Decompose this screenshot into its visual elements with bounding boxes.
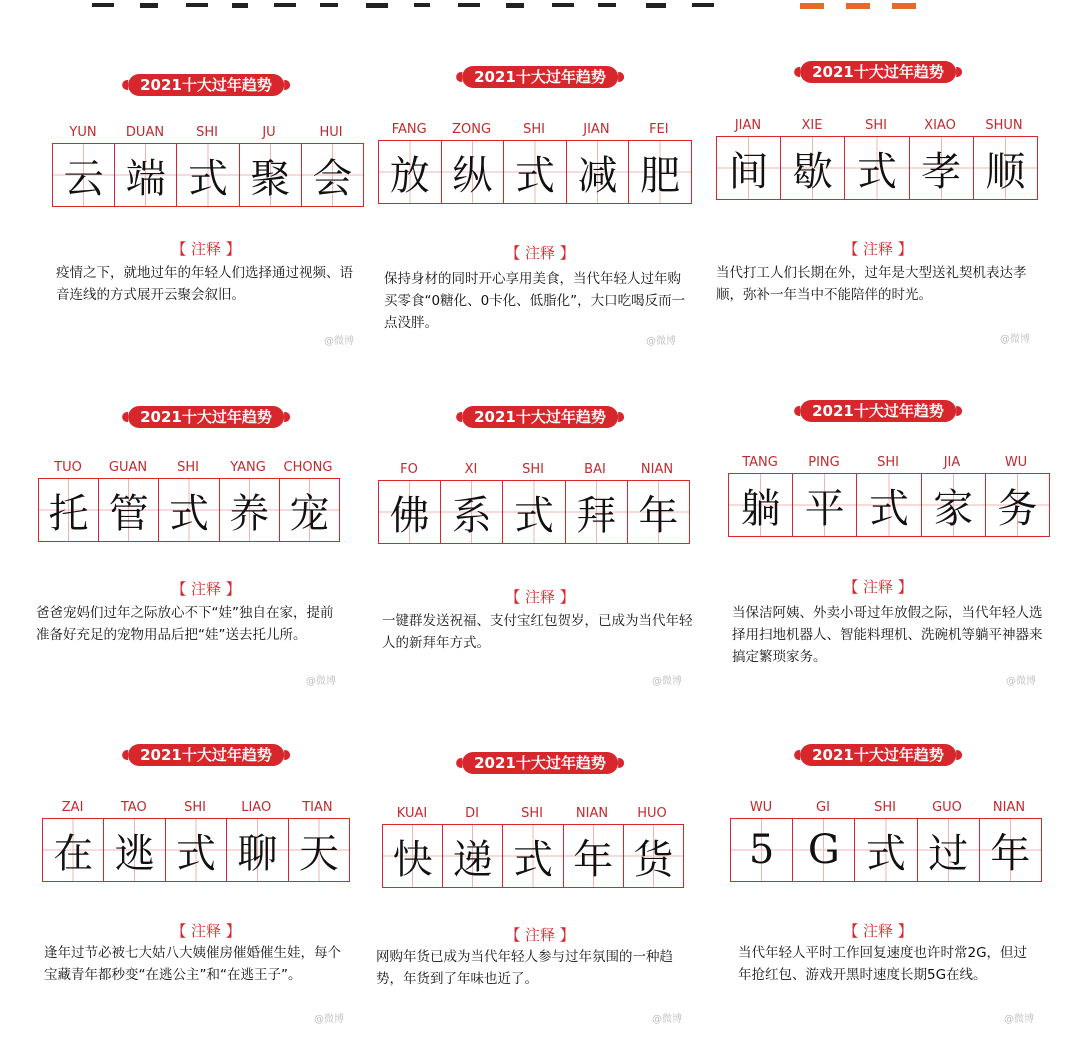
trend-badge: 2021十大过年趋势 [462,66,618,88]
hanzi-char: 宠 [289,490,330,537]
hanzi-char: 管 [108,490,149,537]
tianzige-cell [383,825,443,887]
tianzige-cell [442,141,505,203]
weibo-watermark: @微博 [324,336,354,347]
pinyin-label: ZONG [452,122,492,137]
hanzi-char: 聊 [237,830,278,877]
weibo-watermark: @微博 [314,1014,344,1025]
tianzige-cell [99,479,159,541]
trend-card-1 [36,52,376,382]
tianzige-cell [227,819,288,881]
note-body: 当代打工人们长期在外，过年是大型送礼契机表达孝顺，弥补一年当中不能陪伴的时光。 [716,265,1027,303]
tianzige-cell [793,474,857,536]
hanzi-char: 拜 [576,492,617,539]
hanzi-char: 式 [866,830,906,877]
tianzige-cell [289,819,349,881]
pinyin-label: TAO [120,800,147,815]
hanzi-char: 货 [633,836,674,883]
weibo-watermark: @微博 [1000,334,1030,345]
pinyin-label: SHI [521,806,543,821]
hanzi-char: 年 [638,492,679,539]
hanzi-char: 式 [869,485,909,532]
note-title: 【 注释 】 [171,922,241,940]
character-grid [730,818,1042,882]
hanzi-char: 天 [298,830,339,877]
cropped-text-fragments [0,3,1080,12]
tianzige-cell [910,137,974,199]
pinyin-label: HUI [319,125,343,140]
note-body: 当代年轻人平时工作回复速度也许时常2G，但过年抢红包、游戏开黑时速度长期5G在线。 [738,945,1028,983]
trend-badge: 2021十大过年趋势 [800,400,956,422]
pinyin-label: NIAN [575,806,609,821]
tianzige-cell [922,474,986,536]
pinyin-label: XI [464,462,478,477]
tianzige-cell [441,481,503,543]
pinyin-row [716,118,1036,133]
pinyin-label: BAI [584,462,606,477]
hanzi-char: 5 [748,827,775,873]
pinyin-label: SHI [877,455,899,470]
tianzige-cell [379,481,441,543]
hanzi-char: 肥 [640,152,681,199]
pinyin-label: NIAN [640,462,674,477]
tianzige-cell [729,474,793,536]
weibo-watermark: @微博 [1004,1014,1034,1025]
pinyin-label: PING [808,455,840,470]
hanzi-char: 式 [514,152,555,199]
pinyin-label: JIA [943,455,961,470]
character-grid [42,818,350,882]
weibo-watermark: @微博 [646,336,676,347]
tianzige-cell [53,144,115,206]
tianzige-cell [624,825,683,887]
hanzi-char: G [807,827,840,873]
tianzige-cell [974,137,1037,199]
pinyin-label: GUAN [108,460,148,475]
character-grid [378,480,690,544]
tianzige-cell [443,825,503,887]
character-grid [378,140,692,204]
tianzige-cell [166,819,227,881]
pinyin-row [378,122,690,137]
tianzige-cell [986,474,1049,536]
tianzige-cell [115,144,177,206]
hanzi-char: 务 [997,485,1038,532]
note-title: 【 注释 】 [171,580,241,598]
pinyin-label: WU [1004,455,1028,470]
character-grid [728,473,1050,537]
trend-card-9 [708,728,1048,1058]
pinyin-label: TIAN [302,800,333,815]
tianzige-cell [629,141,691,203]
trend-badge: 2021十大过年趋势 [800,744,956,766]
tianzige-cell [845,137,909,199]
trend-card-6 [708,390,1048,720]
tianzige-cell [379,141,442,203]
trend-badge: 2021十大过年趋势 [128,406,284,428]
hanzi-char: 放 [389,152,430,199]
pinyin-row [42,800,348,815]
pinyin-label: TUO [54,460,82,475]
hanzi-char: 端 [125,155,166,202]
hanzi-char: 纵 [452,152,493,199]
hanzi-char: 托 [48,490,89,537]
hanzi-char: 式 [513,836,553,883]
pinyin-label: SHI [196,125,218,140]
note-title: 【 注释 】 [505,244,575,262]
weibo-watermark: @微博 [652,676,682,687]
trend-card-3 [708,52,1048,382]
tianzige-cell [504,141,567,203]
tianzige-cell [717,137,781,199]
pinyin-label: YANG [230,460,266,475]
pinyin-label: JIAN [734,118,762,133]
note-title: 【 注释 】 [505,926,575,944]
hanzi-char: 逃 [114,830,155,877]
pinyin-label: TANG [742,455,778,470]
note-body: 疫情之下，就地过年的年轻人们选择通过视频、语音连线的方式展开云聚会叙旧。 [56,265,353,303]
note-body: 逢年过节必被七大姑八大姨催房催婚催生娃，每个宝藏青年都秒变“在逃公主”和“在逃王子”。 [44,945,341,983]
tianzige-cell [104,819,165,881]
hanzi-char: 云 [63,155,104,202]
pinyin-label: YUN [69,125,97,140]
hanzi-char: 家 [933,485,974,532]
tianzige-cell [503,481,565,543]
pinyin-label: SHUN [985,118,1023,133]
tianzige-cell [503,825,563,887]
tianzige-cell [280,479,339,541]
hanzi-char: 式 [176,830,217,877]
hanzi-char: 式 [188,155,228,202]
note-title: 【 注释 】 [843,240,913,258]
tianzige-cell [980,819,1041,881]
note-body: 爸爸宠妈们过年之际放心不下“娃”独自在家，提前准备好充足的宠物用品后把“娃”送去托儿所。 [36,605,334,643]
tianzige-cell [177,144,239,206]
pinyin-label: FEI [649,122,669,137]
pinyin-label: SHI [184,800,206,815]
hanzi-char: 间 [728,148,769,195]
pinyin-label: FANG [391,122,427,137]
pinyin-label: XIAO [924,118,956,133]
tianzige-cell [159,479,219,541]
trend-card-8 [370,728,710,1058]
tianzige-cell [857,474,921,536]
hanzi-char: 顺 [985,148,1026,195]
trend-card-7 [36,728,376,1058]
character-grid [52,143,364,207]
hanzi-char: 过 [928,830,969,877]
pinyin-label: GUO [932,800,962,815]
hanzi-char: 式 [169,490,209,537]
pinyin-label: SHI [522,462,544,477]
character-grid [38,478,340,542]
note-title: 【 注释 】 [843,922,913,940]
pinyin-label: SHI [523,122,545,137]
tianzige-cell [628,481,689,543]
pinyin-label: NIAN [992,800,1026,815]
trend-badge: 2021十大过年趋势 [128,74,284,96]
pinyin-label: GI [816,800,830,815]
weibo-watermark: @微博 [652,1014,682,1025]
hanzi-char: 佛 [389,492,430,539]
hanzi-char: 递 [452,836,493,883]
tianzige-cell [793,819,855,881]
trend-card-4 [36,390,376,720]
trend-card-2 [370,52,710,382]
tianzige-cell [566,481,628,543]
pinyin-row [378,462,688,477]
trend-badge: 2021十大过年趋势 [128,744,284,766]
note-title: 【 注释 】 [843,578,913,596]
tianzige-cell [302,144,363,206]
trend-badge: 2021十大过年趋势 [462,752,618,774]
tianzige-cell [567,141,630,203]
top-cropped-strip [0,0,1080,12]
pinyin-row [52,125,362,140]
pinyin-label: DI [465,806,479,821]
pinyin-label: WU [749,800,773,815]
hanzi-char: 年 [990,830,1031,877]
tianzige-cell [731,819,793,881]
pinyin-label: JU [262,125,276,140]
hanzi-char: 减 [577,152,618,199]
tianzige-cell [564,825,624,887]
pinyin-label: JIAN [583,122,610,137]
trend-card-5 [370,390,710,720]
tianzige-cell [918,819,980,881]
pinyin-label: FO [400,462,418,477]
hanzi-char: 在 [53,830,94,877]
pinyin-row [382,806,682,821]
hanzi-char: 养 [229,490,270,537]
hanzi-char: 平 [804,485,845,532]
pinyin-label: SHI [177,460,199,475]
pinyin-row [730,800,1040,815]
pinyin-row [728,455,1048,470]
hanzi-char: 聚 [250,155,291,202]
note-body: 当保洁阿姨、外卖小哥过年放假之际，当代年轻人选择用扫地机器人、智能料理机、洗碗机等躺平神器来搞定繁琐家务。 [732,605,1043,665]
hanzi-char: 会 [312,155,353,202]
pinyin-label: LIAO [241,800,272,815]
note-body: 保持身材的同时开心享用美食，当代年轻人过年购买零食“0糖化、0卡化、低脂化”，大口吃喝反而一点没胖。 [384,271,686,331]
note-title: 【 注释 】 [505,588,575,606]
tianzige-cell [220,479,280,541]
tianzige-cell [855,819,917,881]
pinyin-label: ZAI [61,800,84,815]
pinyin-label: SHI [874,800,896,815]
pinyin-label: HUO [637,806,667,821]
pinyin-label: KUAI [396,806,428,821]
note-body: 一键群发送祝福、支付宝红包贺岁，已成为当代年轻人的新拜年方式。 [382,613,693,651]
hanzi-char: 年 [573,836,614,883]
hanzi-char: 式 [857,148,897,195]
pinyin-row [38,460,338,475]
character-grid [716,136,1038,200]
tianzige-cell [39,479,99,541]
hanzi-char: 孝 [921,148,962,195]
pinyin-label: DUAN [125,125,165,140]
weibo-watermark: @微博 [1006,676,1036,687]
pinyin-label: CHONG [283,460,333,475]
note-title: 【 注释 】 [171,240,241,258]
hanzi-char: 系 [451,492,492,539]
tianzige-cell [43,819,104,881]
hanzi-char: 躺 [740,485,781,532]
trend-badge: 2021十大过年趋势 [800,61,956,83]
pinyin-label: XIE [801,118,823,133]
trend-badge: 2021十大过年趋势 [462,406,618,428]
hanzi-char: 歇 [792,148,833,195]
character-grid [382,824,684,888]
weibo-watermark: @微博 [306,676,336,687]
tianzige-cell [781,137,845,199]
note-body: 网购年货已成为当代年轻人参与过年氛围的一种趋势，年货到了年味也近了。 [376,949,673,987]
tianzige-cell [240,144,302,206]
hanzi-char: 快 [392,836,433,883]
hanzi-char: 式 [514,492,554,539]
pinyin-label: SHI [865,118,887,133]
